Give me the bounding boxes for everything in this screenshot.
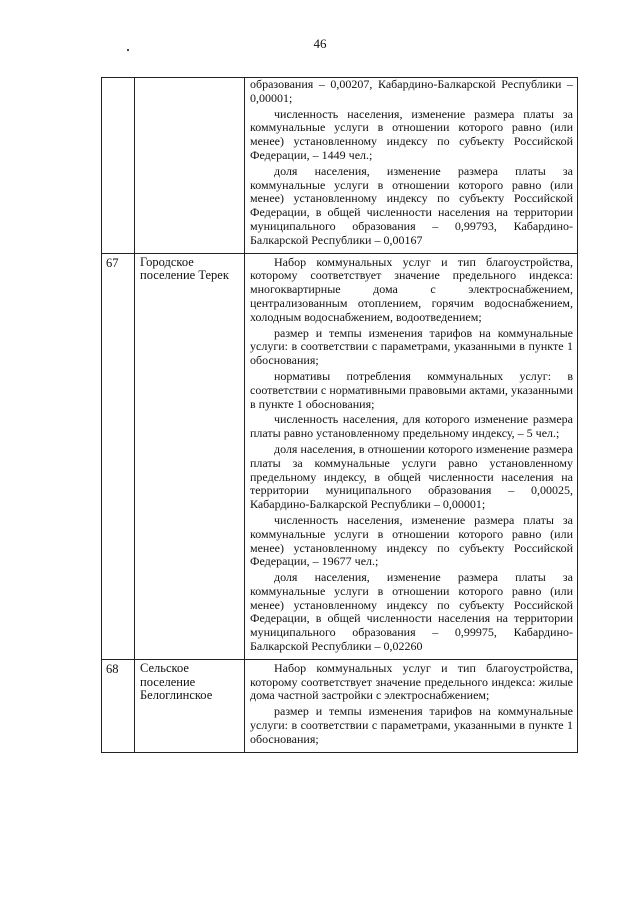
tariff-table (101, 77, 578, 753)
page-number: 46 (313, 36, 327, 51)
justification-cell (245, 253, 578, 659)
justification-paragraph: численность населения, для которого изменение размера платы равно установленному предельному индексу, – 5 чел.; (250, 412, 573, 441)
municipality-name: Сельское поселение Белоглинское (135, 659, 245, 752)
justification-paragraph: доля населения, изменение размера платы за коммунальные услуги в отношении которого равно (или менее) установленному индексу по субъекту Российской Федерации, в общей численности населения на территории муниципального образования – 0,99793, Кабардино-Балкарской Республики – 0,00167 (250, 163, 573, 247)
justification-cell (245, 659, 578, 752)
municipality-name (135, 78, 245, 254)
justification-paragraph: численность населения, изменение размера платы за коммунальные услуги в отношении которого равно (или менее) установленному индексу по субъекту Российской Федерации, – 19677 чел.; (250, 512, 573, 569)
justification-paragraph: Набор коммунальных услуг и тип благоустройства, которому соответствует значение предельного индекса: жилые дома частной застройки с электроснабжением; (250, 660, 573, 703)
justification-cell (245, 78, 578, 254)
row-number: 67 (102, 253, 135, 659)
municipality-name: Городское поселение Терек (135, 253, 245, 659)
justification-paragraph: размер и темпы изменения тарифов на коммунальные услуги: в соответствии с параметрами, указанными в пункте 1 обоснования; (250, 325, 573, 368)
justification-paragraph: образования – 0,00207, Кабардино-Балкарской Республики – 0,00001; (250, 77, 573, 105)
justification-paragraph: нормативы потребления коммунальных услуг: в соответствии с нормативными правовыми актами, указанными в пункте 1 обоснования; (250, 368, 573, 411)
table-row (102, 253, 578, 659)
justification-paragraph: размер и темпы изменения тарифов на коммунальные услуги: в соответствии с параметрами, указанными в пункте 1 обоснования; (250, 704, 573, 746)
row-number: 68 (102, 659, 135, 752)
justification-paragraph: доля населения, в отношении которого изменение размера платы за коммунальные услуги равно установленному предельному индексу, в общей численности населения на территории муниципального образования – 0,00025, Кабардино-Балкарской Республики – 0,00001; (250, 441, 573, 512)
row-number (102, 78, 135, 254)
justification-paragraph: численность населения, изменение размера платы за коммунальные услуги в отношении которого равно (или менее) установленному индексу по субъекту Российской Федерации, – 1449 чел.; (250, 106, 573, 162)
justification-paragraph: Набор коммунальных услуг и тип благоустройства, которому соответствует значение предельного индекса: многоквартирные дома с электроснабжением, централизованным отоплением, горячим водоснабжением, холодным водоснабжением, водоотведением; (250, 254, 573, 324)
table-row (102, 78, 578, 254)
table-body (102, 78, 578, 753)
table-row (102, 659, 578, 752)
scan-dot (127, 49, 129, 51)
justification-paragraph: доля населения, изменение размера платы за коммунальные услуги в отношении которого равно (или менее) установленному индексу по субъекту Российской Федерации, в общей численности населения на территории муниципального образования – 0,99975, Кабардино-Балкарской Республики – 0,02260 (250, 570, 573, 654)
